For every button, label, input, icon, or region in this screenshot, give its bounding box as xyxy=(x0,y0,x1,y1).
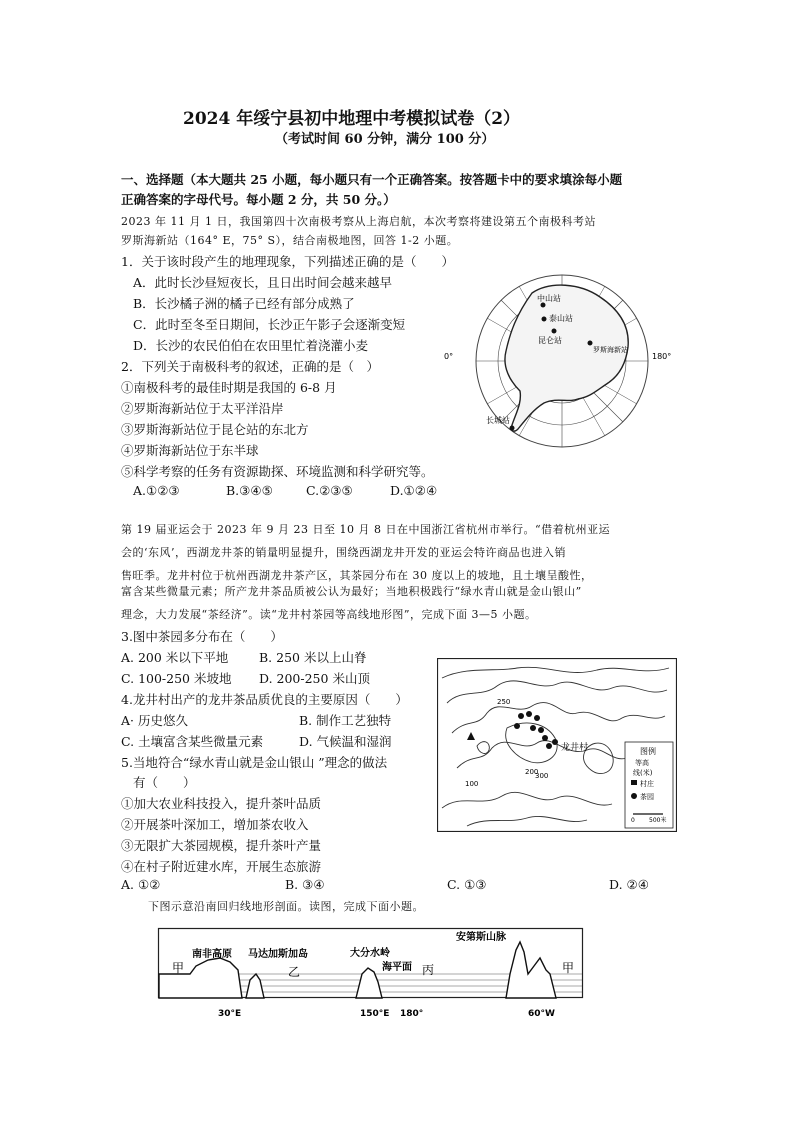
q5-option-a: A. ①② xyxy=(121,877,161,892)
taishan-station-label: 泰山站 xyxy=(549,314,573,323)
nanfei-label: 南非高原 xyxy=(192,949,232,960)
q5-statement-1: ①加大农业科技投入，提升茶叶品质 xyxy=(121,796,322,811)
q4-stem: 4.龙井村出产的龙井茶品质优良的主要原因（ ） xyxy=(121,692,408,707)
passage2-line1: 第 19 届亚运会于 2023 年 9 月 23 日至 10 月 8 日在中国浙江省杭州市举行。“借着杭州亚运 xyxy=(121,523,611,536)
ross-new-station-dot xyxy=(588,341,593,346)
q2-stem: 2．下列关于南极科考的叙述，正确的是（ ） xyxy=(121,359,379,374)
passage2-line3: 售旺季。龙井村位于杭州西湖龙井茶产区，其茶园分布在 30 度以上的坡地，且土壤呈酸性， xyxy=(121,569,593,582)
zhongshan-station-label: 中山站 xyxy=(537,294,561,303)
lon-60w-label: 60°W xyxy=(528,1009,555,1019)
legend-village-icon xyxy=(631,780,637,785)
village-label: 龙井村 xyxy=(561,743,589,753)
kunlun-station-dot xyxy=(552,329,557,334)
passage3-line1: 下图示意沿南回归线地形剖面。读图，完成下面小题。 xyxy=(148,900,424,913)
legend-village-label: 村庄 xyxy=(640,780,654,788)
q3-option-d: D. 200-250 米山顶 xyxy=(259,671,370,686)
scale-500-label: 500米 xyxy=(649,817,667,824)
scale-0-label: 0 xyxy=(631,817,635,824)
contour-100-label: 100 xyxy=(465,780,479,788)
q1-option-c: C．此时至冬至日期间，长沙正午影子会逐渐变短 xyxy=(133,317,406,332)
q1-option-b: B．长沙橘子洲的橘子已经有部分成熟了 xyxy=(133,296,355,311)
dafen-label: 大分水岭 xyxy=(350,948,390,959)
section-bing-label: 丙 xyxy=(422,963,435,977)
ross-new-station-label: 罗斯海新站 xyxy=(593,346,628,354)
q5-option-d: D. ②④ xyxy=(609,877,649,892)
changcheng-station-label: 长城站 xyxy=(486,416,510,425)
q3-option-b: B. 250 米以上山脊 xyxy=(259,650,367,665)
changcheng-station-dot xyxy=(510,426,515,431)
q5-statement-4: ④在村子附近建水库，开展生态旅游 xyxy=(121,859,322,874)
legend-tea-icon xyxy=(631,793,637,799)
zhongshan-station-dot xyxy=(541,303,546,308)
legend-tea-label: 茶园 xyxy=(640,793,654,801)
lon-0-label: 0° xyxy=(444,352,454,361)
contour-300-label: 300 xyxy=(535,772,549,780)
q2-option-d: D.①②④ xyxy=(390,483,438,498)
q4-option-a: A· 历史悠久 xyxy=(121,713,188,728)
passage1-line1: 2023 年 11 月 1 日，我国第四十次南极考察从上海启航，本次考察将建设第五个南极科考站 xyxy=(121,215,596,228)
q1-stem: 1．关于该时段产生的地理现象，下列描述正确的是（ ） xyxy=(121,254,454,269)
passage2-line2: 会的‘东风’，西湖龙井茶的销量明显提升，围绕西湖龙井开发的亚运会特许商品也进入销 xyxy=(121,546,566,559)
q2-statement-5: ⑤科学考察的任务有资源勘探、环境监测和科学研究等。 xyxy=(121,464,434,479)
q5-stem-line1: 5.当地符合“绿水青山就是金山银山 ”理念的做法 xyxy=(121,755,388,770)
q3-option-a: A. 200 米以下平地 xyxy=(121,650,229,665)
passage1-line2: 罗斯海新站（164° E，75° S），结合南极地图，回答 1-2 小题。 xyxy=(121,234,459,247)
q5-stem-line2: 有（ ） xyxy=(133,775,196,790)
section-heading-line2: 正确答案的字母代号。每小题 2 分，共 50 分。） xyxy=(121,192,396,207)
q4-option-c: C. 土壤富含某些微量元素 xyxy=(121,734,264,749)
contour-200-label: 200 xyxy=(525,768,539,776)
page-title: 2024 年绥宁县初中地理中考模拟试卷（2） xyxy=(183,109,521,129)
section-jia2-label: 甲 xyxy=(562,961,575,975)
q5-statement-3: ③无限扩大茶园规模，提升茶叶产量 xyxy=(121,838,322,853)
legend-contour-label1: 等高 xyxy=(635,759,649,767)
q2-option-c: C.②③⑤ xyxy=(306,483,353,498)
q2-option-b: B.③④⑤ xyxy=(226,483,273,498)
q2-statement-1: ①南极科考的最佳时期是我国的 6-8 月 xyxy=(121,380,337,395)
antarctica-outline xyxy=(505,285,628,431)
passage2-line4: 富含某些微量元素；所产龙井茶品质被公认为最好；当地积极践行“绿水青山就是金山银山” xyxy=(121,585,582,598)
legend-contour-label2: 线(米) xyxy=(633,769,653,777)
q1-option-d: D．长沙的农民伯伯在农田里忙着浇灌小麦 xyxy=(133,338,369,353)
taishan-station-dot xyxy=(542,317,547,322)
q1-option-a: A．此时长沙昼短夜长，且日出时间会越来越早 xyxy=(133,275,393,290)
q5-option-c: C. ①③ xyxy=(447,877,487,892)
q4-option-d: D. 气候温和湿润 xyxy=(299,734,392,749)
legend-title: 图例 xyxy=(640,747,656,756)
lon-180-label: 180° xyxy=(400,1009,424,1019)
q4-option-b: B. 制作工艺独特 xyxy=(299,713,392,728)
q3-stem: 3.图中茶园多分布在（ ） xyxy=(121,629,283,644)
andes-label: 安第斯山脉 xyxy=(456,932,506,943)
antarctica-map xyxy=(440,263,680,463)
section-jia1-label: 甲 xyxy=(172,961,185,975)
section-heading-line1: 一、选择题（本大题共 25 小题，每小题只有一个正确答案。按答题卡中的要求填涂每小题 xyxy=(121,172,623,187)
lon-150e-label: 150°E xyxy=(360,1009,390,1019)
lon-180-label: 180° xyxy=(652,352,672,361)
page-subtitle: （考试时间 60 分钟，满分 100 分） xyxy=(275,132,495,147)
q5-option-b: B. ③④ xyxy=(285,877,325,892)
q3-option-c: C. 100-250 米坡地 xyxy=(121,671,232,686)
longjing-contour-map xyxy=(437,658,677,832)
q2-statement-2: ②罗斯海新站位于太平洋沿岸 xyxy=(121,401,284,416)
q2-statement-3: ③罗斯海新站位于昆仑站的东北方 xyxy=(121,422,309,437)
q2-option-a: A.①②③ xyxy=(133,483,180,498)
sea-level-label: 海平面 xyxy=(382,962,412,973)
section-yi-label: 乙 xyxy=(288,965,301,979)
madagascar-label: 马达加斯加岛 xyxy=(248,949,308,960)
terrain-profile xyxy=(150,922,592,1020)
kunlun-station-label: 昆仑站 xyxy=(538,336,562,345)
passage2-line5: 理念，大力发展“茶经济”。读“龙井村茶园等高线地形图”，完成下面 3—5 小题。 xyxy=(121,608,537,621)
q2-statement-4: ④罗斯海新站位于东半球 xyxy=(121,443,259,458)
q5-statement-2: ②开展茶叶深加工，增加茶农收入 xyxy=(121,817,309,832)
lon-30e-label: 30°E xyxy=(218,1009,242,1019)
contour-250-label: 250 xyxy=(497,698,511,706)
